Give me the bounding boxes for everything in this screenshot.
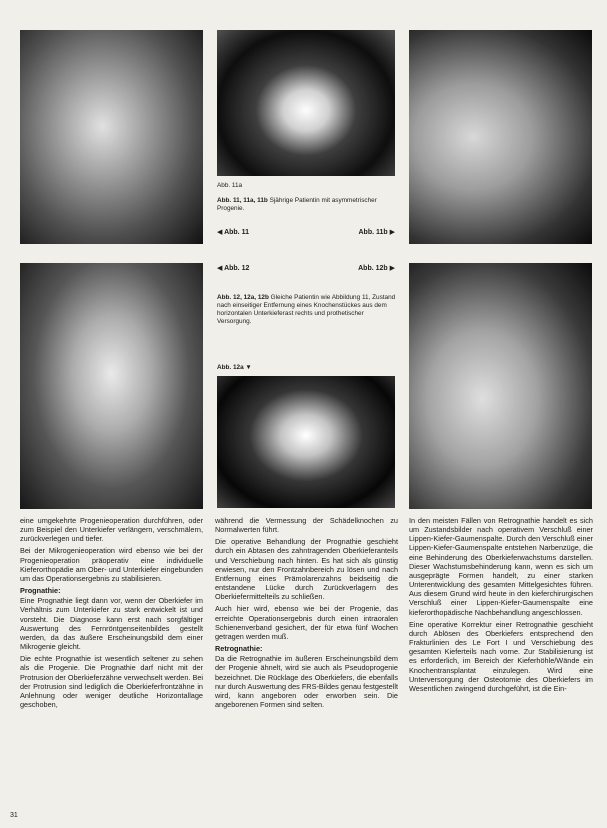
photo-abb-12 xyxy=(20,263,203,509)
photo-abb-11b xyxy=(409,30,592,244)
text-column-2 xyxy=(215,516,398,712)
section-heading-prognathie: Prognathie: xyxy=(20,586,61,596)
caption-label: Abb. 12, 12a, 12b xyxy=(217,294,269,301)
photo-abb-12b xyxy=(409,263,592,509)
nav-next-abb-11b: Abb. 11b ▶ xyxy=(358,229,395,236)
paragraph: In den meisten Fällen von Retrognathie handelt es sich um Zustandsbilder nach operativem Verschluß einer Lippen-Kiefer-Gaumenspalte. Durch den Verschluß einer Lippen-Kiefer-Gaumenspalte entstehen Narbenzüge, die eine Behinderung des Oberkieferwachstums darstellen. Dieser Wachstumsbehinderung kann, wenn es sich um ausgeprägte Formen handelt, zu einer starken Unterentwicklung des gesamten Mittelgesichtes führen. Aus diesem Grund wird heute in den kieferchirurgischen Verschluß einer Lippen-Kiefer-Gaumenspalte eine kieferorthopädische Nachbehandlung angeschlossen. xyxy=(409,516,593,617)
caption-text: Sjährige Patientin mit asymmetrischer Progenie. xyxy=(217,197,377,212)
caption-abb-11 xyxy=(217,197,397,213)
paragraph: Die echte Prognathie ist wesentlich seltener zu sehen als die Progenie. Die Prognathie darf nicht mit der Protrusion der Oberkieferzähne verwechselt werden. Bei der Protrusion sind lediglich die Oberkieferfrontzähne in Anlehnung oder weniger deutliche Horizontallage geschoben, xyxy=(20,654,203,709)
text-column-3 xyxy=(409,516,593,696)
photo-abb-11a xyxy=(217,30,395,176)
nav-prev-abb-12: ◀ Abb. 12 xyxy=(217,265,250,272)
text-column-1 xyxy=(20,516,203,712)
section-heading-retrognathie: Retrognathie: xyxy=(215,644,263,654)
caption-text: Gleiche Patientin wie Abbildung 11, Zustand nach einseitiger Entfernung eines Knochenstückes aus dem horizontalen Unterkieferast rechts und prothetischer Versorgung. xyxy=(217,294,396,325)
nav-row-abb-11 xyxy=(217,228,395,236)
photo-abb-12a xyxy=(217,376,395,508)
paragraph: Auch hier wird, ebenso wie bei der Progenie, das erreichte Operationsergebnis durch einen intraoralen Schienenverband gesichert, der für etwa fünf Wochen getragen werden muß. xyxy=(215,604,398,641)
paragraph: Eine operative Korrektur einer Retrognathie geschieht durch Ablösen des Oberkiefers entsprechend den Frakturlinien des Le Fort I und Verschiebung des gesamten Kieferteils nach vorne. Zur Stabilisierung ist es erforderlich, im Bereich der Kieferhöhle/Wände ein Knochentransplantat einzulegen. Wird eine Unterversorgung der Osteotomie des Oberkiefers im Wesentlichen zwingend durchgeführt, ist die Ein- xyxy=(409,619,593,693)
paragraph: Da die Retrognathie im äußeren Erscheinungsbild dem der Progenie ähnelt, wird sie auch als Pseudoprogenie bezeichnet. Die Rücklage des Oberkiefers, die ebenfalls nur durch Auswertung des FRS-Bildes genau festgestellt wird, kann angeboren oder erworben sein. Die angeborenen Formen sind selten. xyxy=(215,654,398,709)
paragraph: Eine Prognathie liegt dann vor, wenn der Oberkiefer im Verhältnis zum Unterkiefer zu stark entwickelt ist und vorsteht. Die Diagnose kann erst nach sorgfältiger Auswertung des Fernröntgenseitenbildes gestellt werden, da das äußere Erscheinungsbild dem einer Mikrogenie gleicht. xyxy=(20,596,203,652)
nav-prev-abb-11: ◀ Abb. 11 xyxy=(217,229,249,236)
paragraph: während die Vermessung der Schädelknochen zu Normalwerten führt. xyxy=(215,516,398,535)
caption-label: Abb. 11, 11a, 11b xyxy=(217,197,268,204)
nav-row-abb-12 xyxy=(217,264,395,272)
caption-abb-12 xyxy=(217,294,397,326)
paragraph: Bei der Mikrogenieoperation wird ebenso wie bei der Progenieoperation präoperativ eine individuelle Kieferorthopädie am Ober- und Unterkiefer eingebunden um das Operationsergebnis zu stabilisieren. xyxy=(20,546,203,583)
page-number: 31 xyxy=(10,812,18,819)
paragraph: eine umgekehrte Progenieoperation durchführen, oder zum Beispiel den Unterkiefer verlängern, verschmälern, zurückverlegen und tiefer. xyxy=(20,516,203,544)
paragraph: Die operative Behandlung der Prognathie geschieht durch ein Abtasen des zahntragenden Oberkieferanteils und Verschiebung nach hinten. Es hat sich als günstig erwiesen, nur den Frontzahnbereich zu lösen und nach Entfernung eines Prämolarenzahns beidseitig die entstandene Lücke durch Zurückverlagern des Oberkiefermittelteils zu schließen. xyxy=(215,537,398,602)
nav-next-abb-12b: Abb. 12b ▶ xyxy=(358,265,395,272)
figure-label-abb-11a: Abb. 11a xyxy=(217,182,243,189)
figure-label-abb-12a: Abb. 12a ▼ xyxy=(217,364,252,371)
photo-abb-11 xyxy=(20,30,203,244)
